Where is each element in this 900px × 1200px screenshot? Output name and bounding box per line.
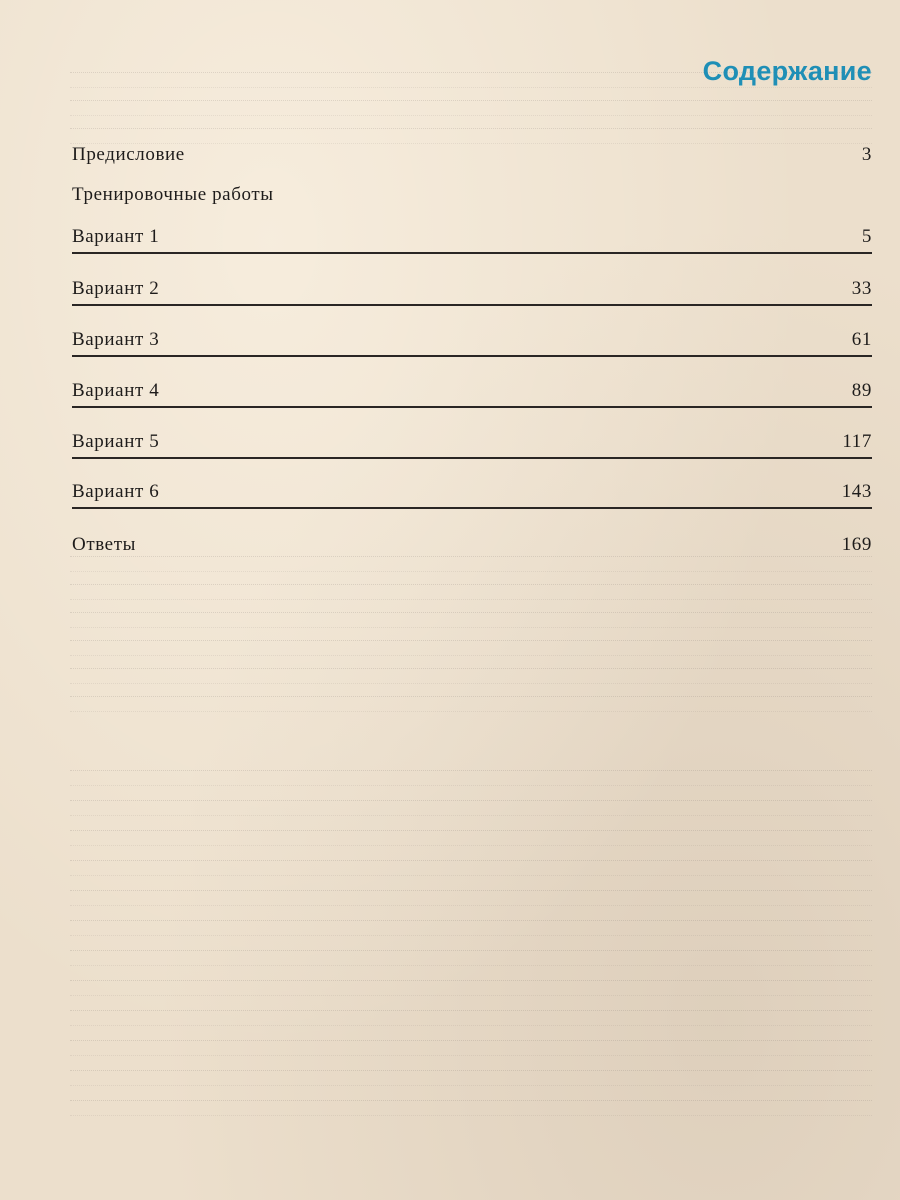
toc-entry-page: 33 <box>851 278 872 299</box>
bleed-through-line <box>70 1070 872 1086</box>
toc-entry-answers[interactable] <box>72 530 872 560</box>
toc-entry-page: 143 <box>841 481 872 502</box>
bleed-through-line <box>70 100 872 116</box>
bleed-through-line <box>70 800 872 816</box>
bleed-through-line <box>70 640 872 656</box>
bleed-through-line <box>70 830 872 846</box>
toc-entry-preface[interactable] <box>72 140 872 170</box>
toc-entry-variant-1[interactable] <box>72 222 872 254</box>
section-heading: Тренировочные работы <box>72 184 274 205</box>
bleed-through-line <box>70 1100 872 1116</box>
toc-entry-label: Ответы <box>72 534 136 555</box>
toc-entry-label: Вариант 3 <box>72 329 160 350</box>
bleed-through-line <box>70 1040 872 1056</box>
toc-entry-label: Предисловие <box>72 144 185 165</box>
toc-title: Содержание <box>702 56 872 86</box>
toc-entry-page: 5 <box>861 226 872 247</box>
toc-entry-page: 3 <box>861 144 872 165</box>
toc-entry-label: Вариант 6 <box>72 481 160 502</box>
bleed-through-line <box>70 696 872 712</box>
toc-entry-page: 89 <box>851 380 872 401</box>
bleed-through-line <box>70 668 872 684</box>
toc-entry-label: Вариант 2 <box>72 278 160 299</box>
toc-entry-variant-2[interactable] <box>72 274 872 306</box>
toc-entry-page: 169 <box>841 534 872 555</box>
toc-entry-page: 61 <box>851 329 872 350</box>
toc-entry-label: Вариант 1 <box>72 226 160 247</box>
toc-entry-variant-6[interactable] <box>72 477 872 509</box>
toc-entry-label: Вариант 4 <box>72 380 160 401</box>
toc-entry-variant-3[interactable] <box>72 325 872 357</box>
bleed-through-line <box>70 920 872 936</box>
bleed-through-line <box>70 584 872 600</box>
toc-entry-page: 117 <box>842 431 872 452</box>
bleed-through-line <box>70 1010 872 1026</box>
toc-entry-variant-4[interactable] <box>72 376 872 408</box>
bleed-through-line <box>70 950 872 966</box>
bleed-through-line <box>70 770 872 786</box>
toc-entry-label: Вариант 5 <box>72 431 160 452</box>
toc-entry-variant-5[interactable] <box>72 427 872 459</box>
bleed-through-line <box>70 860 872 876</box>
bleed-through-line <box>70 980 872 996</box>
bleed-through-line <box>70 612 872 628</box>
bleed-through-line <box>70 890 872 906</box>
